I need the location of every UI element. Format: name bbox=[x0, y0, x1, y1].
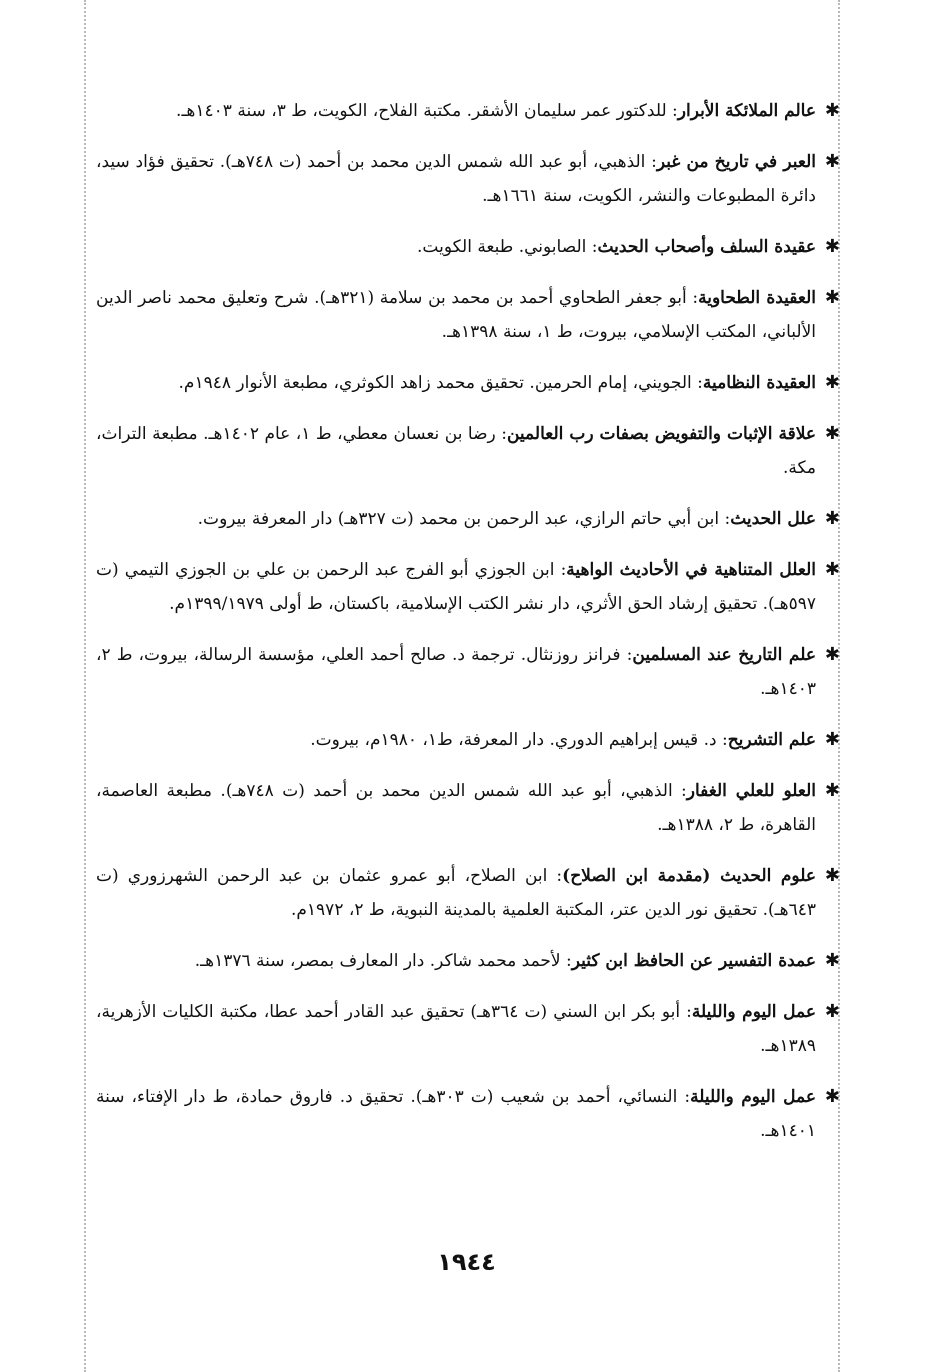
bibliography-entry bbox=[96, 145, 840, 213]
entry-title: العقيدة النظامية bbox=[702, 373, 816, 393]
bibliography-entry bbox=[96, 281, 840, 349]
bibliography-entry bbox=[96, 774, 840, 842]
bibliography-entry bbox=[96, 995, 840, 1063]
entry-title: علوم الحديث (مقدمة ابن الصلاح) bbox=[562, 866, 816, 886]
right-margin-rule bbox=[838, 0, 840, 1372]
entry-title: العقيدة الطحاوية bbox=[698, 288, 816, 308]
entry-details: : النسائي، أحمد بن شعيب (ت ٣٠٣هـ). تحقيق د. فاروق حمادة، ط دار الإفتاء، سنة ١٤٠١هـ. bbox=[96, 1087, 816, 1141]
entry-title: العلل المتناهية في الأحاديث الواهية bbox=[566, 560, 816, 580]
entry-title: العبر في تاريخ من غبر bbox=[656, 152, 816, 172]
bullet-icon: ✱ bbox=[824, 151, 840, 172]
entry-details: : الجويني، إمام الحرمين. تحقيق محمد زاهد الكوثري، مطبعة الأنوار ١٩٤٨م. bbox=[178, 373, 703, 393]
entry-details: : الصابوني. طبعة الكويت. bbox=[417, 237, 598, 257]
entry-title: عمل اليوم والليلة bbox=[691, 1002, 816, 1022]
bibliography-entry bbox=[96, 366, 840, 400]
left-margin-rule bbox=[84, 0, 86, 1372]
bullet-icon: ✱ bbox=[824, 508, 840, 529]
bibliography-entry bbox=[96, 638, 840, 706]
entry-details: : الذهبي، أبو عبد الله شمس الدين محمد بن أحمد (ت ٧٤٨هـ). تحقيق فؤاد سيد، دائرة المطبوعات والنشر، الكويت، سنة ١٦٦١هـ. bbox=[96, 152, 816, 206]
bullet-icon: ✱ bbox=[824, 100, 840, 121]
entry-details: : أبو جعفر الطحاوي أحمد بن محمد بن سلامة (٣٢١هـ). شرح وتعليق محمد ناصر الدين الألباني، المكتب الإسلامي، بيروت، ط ١، سنة ١٣٩٨هـ. bbox=[96, 288, 816, 342]
bullet-icon: ✱ bbox=[824, 950, 840, 971]
bullet-icon: ✱ bbox=[824, 644, 840, 665]
entry-title: علم التاريخ عند المسلمين bbox=[632, 645, 817, 665]
bullet-icon: ✱ bbox=[824, 729, 840, 750]
entry-title: عمدة التفسير عن الحافظ ابن كثير bbox=[571, 951, 816, 971]
bullet-icon: ✱ bbox=[824, 1001, 840, 1022]
bibliography-entry bbox=[96, 502, 840, 536]
entry-details: : للدكتور عمر سليمان الأشقر. مكتبة الفلاح، الكويت، ط ٣، سنة ١٤٠٣هـ. bbox=[176, 101, 678, 121]
bibliography-entry bbox=[96, 944, 840, 978]
entry-details: : ابن الصلاح، أبو عمرو عثمان بن عبد الرحمن الشهرزوري (ت ٦٤٣هـ). تحقيق نور الدين عتر، المكتبة العلمية بالمدينة النبوية، ط ٢، ١٩٧٢م. bbox=[96, 866, 816, 920]
entry-title: علل الحديث bbox=[730, 509, 816, 529]
bibliography-entry bbox=[96, 230, 840, 264]
bibliography-entry bbox=[96, 723, 840, 757]
bullet-icon: ✱ bbox=[824, 865, 840, 886]
bullet-icon: ✱ bbox=[824, 1086, 840, 1107]
entry-details: : ابن أبي حاتم الرازي، عبد الرحمن بن محمد (ت ٣٢٧هـ) دار المعرفة بيروت. bbox=[197, 509, 731, 529]
entry-details: : د. قيس إبراهيم الدوري. دار المعرفة، ط١، ١٩٨٠م، بيروت. bbox=[310, 730, 728, 750]
bibliography-entry bbox=[96, 94, 840, 128]
bullet-icon: ✱ bbox=[824, 372, 840, 393]
bibliography-list bbox=[96, 94, 840, 1165]
entry-details: : الذهبي، أبو عبد الله شمس الدين محمد بن أحمد (ت ٧٤٨هـ). مطبعة العاصمة، القاهرة، ط ٢، ١٣٨٨هـ. bbox=[96, 781, 816, 835]
entry-details: : رضا بن نعسان معطي، ط ١، عام ١٤٠٢هـ. مطبعة التراث، مكة. bbox=[96, 424, 816, 478]
bibliography-entry bbox=[96, 1080, 840, 1148]
entry-details: : أبو بكر ابن السني (ت ٣٦٤هـ) تحقيق عبد القادر أحمد عطا، مكتبة الكليات الأزهرية، ١٣٨٩هـ. bbox=[96, 1002, 816, 1056]
entry-title: عقيدة السلف وأصحاب الحديث bbox=[597, 237, 816, 257]
bullet-icon: ✱ bbox=[824, 287, 840, 308]
page-number: ١٩٤٤ bbox=[437, 1248, 496, 1276]
entry-details: : لأحمد محمد شاكر. دار المعارف بمصر، سنة ١٣٧٦هـ. bbox=[194, 951, 572, 971]
bibliography-entry bbox=[96, 859, 840, 927]
bullet-icon: ✱ bbox=[824, 423, 840, 444]
entry-title: العلو للعلي الغفار bbox=[686, 781, 817, 801]
entry-details: : ابن الجوزي أبو الفرج عبد الرحمن بن علي بن الجوزي التيمي (ت ٥٩٧هـ). تحقيق إرشاد الحق الأثري، دار نشر الكتب الإسلامية، باكستان، ط أولى ١٣٩٩/١٩٧٩م. bbox=[96, 560, 816, 614]
entry-title: عالم الملائكة الأبرار bbox=[677, 101, 816, 121]
bibliography-entry bbox=[96, 553, 840, 621]
entry-details: : فرانز روزنثال. ترجمة د. صالح أحمد العلي، مؤسسة الرسالة، بيروت، ط ٢، ١٤٠٣هـ. bbox=[96, 645, 816, 699]
bullet-icon: ✱ bbox=[824, 236, 840, 257]
bullet-icon: ✱ bbox=[824, 559, 840, 580]
bibliography-entry bbox=[96, 417, 840, 485]
entry-title: علاقة الإثبات والتفويض بصفات رب العالمين bbox=[506, 424, 816, 444]
entry-title: علم التشريح bbox=[727, 730, 816, 750]
bullet-icon: ✱ bbox=[824, 780, 840, 801]
entry-title: عمل اليوم والليلة bbox=[690, 1087, 816, 1107]
